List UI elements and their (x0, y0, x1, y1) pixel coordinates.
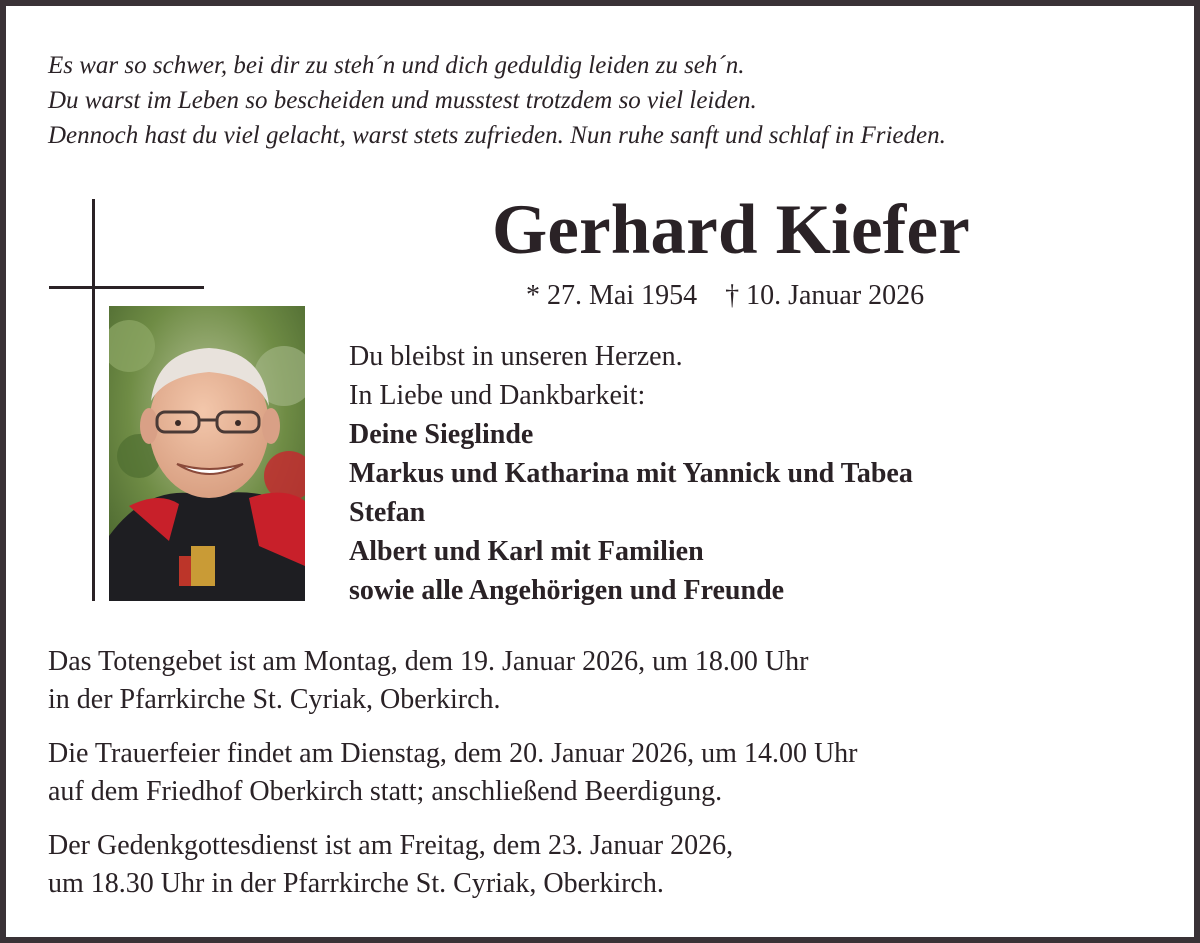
poem-line: Du warst im Leben so bescheiden und musstest trotzdem so viel leiden. (48, 87, 757, 114)
family-member-line: Deine Sieglinde (349, 419, 534, 450)
portrait-illustration (109, 306, 305, 601)
intro-line: Du bleibst in unseren Herzen. (349, 341, 683, 372)
family-member-line: Albert und Karl mit Familien (349, 536, 704, 567)
event-line: Der Gedenkgottesdienst ist am Freitag, dem 23. Januar 2026, (48, 830, 734, 861)
event-line: in der Pfarrkirche St. Cyriak, Oberkirch. (48, 684, 501, 715)
portrait-photo (109, 306, 305, 601)
poem-line: Dennoch hast du viel gelacht, warst stets zufrieden. Nun ruhe sanft und schlaf in Frieden. (48, 122, 946, 149)
poem-line: Es war so schwer, bei dir zu steh´n und dich geduldig leiden zu seh´n. (48, 52, 745, 79)
family-member-line: Markus und Katharina mit Yannick und Tabea (349, 458, 913, 489)
event-line: Die Trauerfeier findet am Dienstag, dem 20. Januar 2026, um 14.00 Uhr (48, 738, 858, 769)
event-line: Das Totengebet ist am Montag, dem 19. Januar 2026, um 18.00 Uhr (48, 646, 809, 677)
event-line: um 18.30 Uhr in der Pfarrkirche St. Cyriak, Oberkirch. (48, 868, 664, 899)
family-member-line: sowie alle Angehörigen und Freunde (349, 575, 785, 606)
event-prayer (48, 643, 808, 719)
death-date: † 10. Januar 2026 (725, 280, 925, 311)
event-memorial-service (48, 827, 733, 903)
life-dates (526, 278, 924, 314)
family-member-line: Stefan (349, 497, 426, 528)
memorial-poem (48, 48, 946, 153)
cross-icon-vertical-bar (92, 199, 95, 601)
event-funeral (48, 735, 857, 811)
family-signatures (349, 337, 913, 610)
deceased-name: Gerhard Kiefer (492, 191, 970, 269)
birth-date: * 27. Mai 1954 (526, 280, 698, 311)
event-line: auf dem Friedhof Oberkirch statt; anschließend Beerdigung. (48, 776, 723, 807)
cross-icon-horizontal-bar (49, 286, 204, 289)
intro-line: In Liebe und Dankbarkeit: (349, 380, 646, 411)
